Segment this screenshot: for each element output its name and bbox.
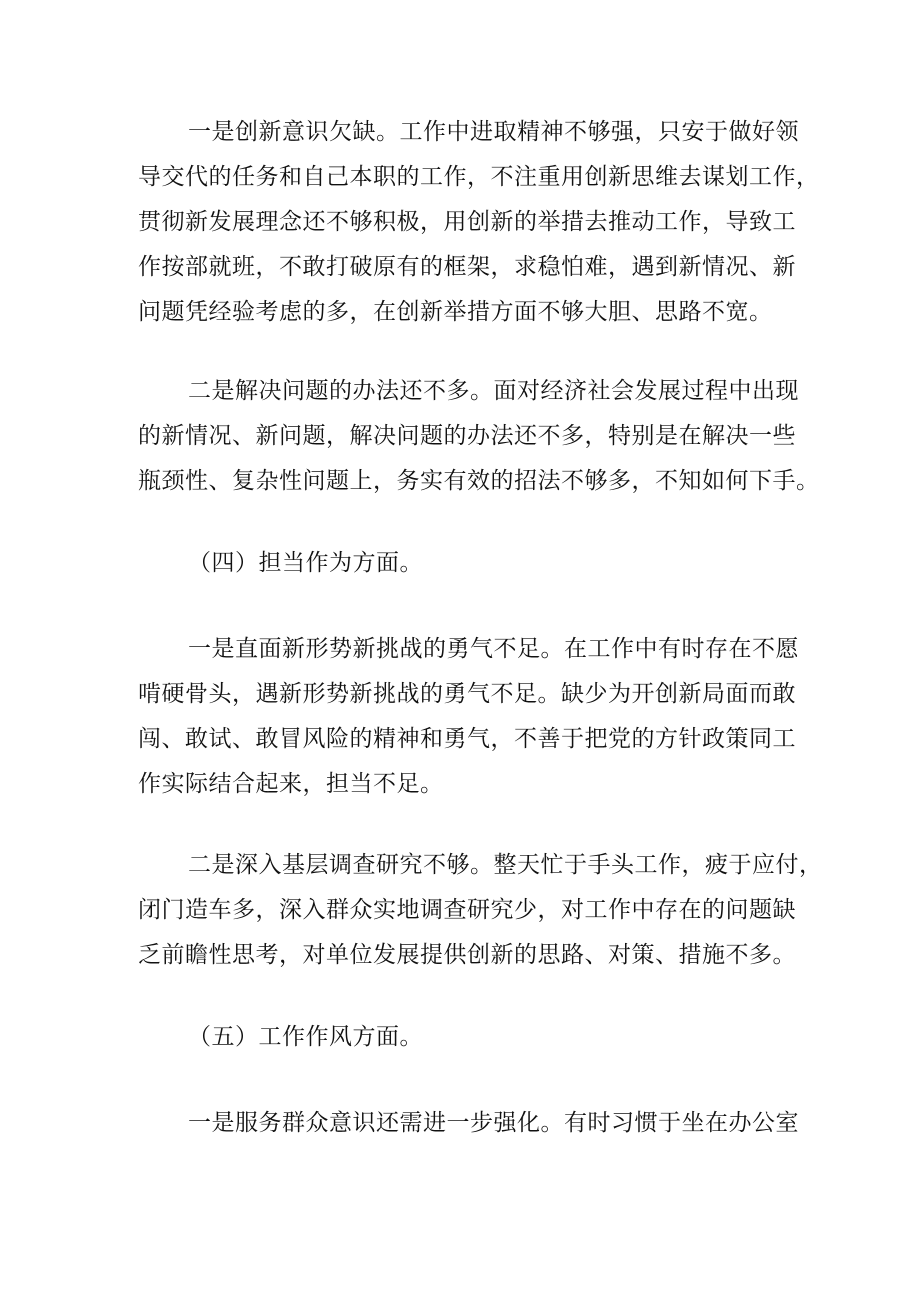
paragraph-line: 闯、敢试、敢冒风险的精神和勇气，不善于把党的方针政策同工 [138, 726, 796, 752]
paragraph-line: 贯彻新发展理念还不够积极，用创新的举措去推动工作，导致工 [138, 209, 796, 235]
paragraph-line: 一是服务群众意识还需进一步强化。有时习惯于坐在办公室 [188, 1110, 799, 1136]
paragraph-line: 导交代的任务和自己本职的工作，不注重用创新思维去谋划工作， [138, 164, 820, 190]
paragraph-line: 闭门造车多，深入群众实地调查研究少，对工作中存在的问题缺 [138, 897, 796, 923]
paragraph-line: 作实际结合起来，担当不足。 [138, 771, 444, 797]
paragraph-line: 乏前瞻性思考，对单位发展提供创新的思路、对策、措施不多。 [138, 942, 796, 968]
section-heading-work-style: （五）工作作风方面。 [188, 1024, 423, 1050]
paragraph-line: 二是深入基层调查研究不够。整天忙于手头工作，疲于应付， [188, 852, 823, 878]
paragraph-line: 的新情况、新问题，解决问题的办法还不多，特别是在解决一些 [138, 423, 796, 449]
paragraph-line: 作按部就班，不敢打破原有的框架，求稳怕难，遇到新情况、新 [138, 254, 796, 280]
paragraph-line: 瓶颈性、复杂性问题上，务实有效的招法不够多，不知如何下手。 [138, 468, 820, 494]
paragraph-line: 一是直面新形势新挑战的勇气不足。在工作中有时存在不愿 [188, 636, 799, 662]
paragraph-line: 二是解决问题的办法还不多。面对经济社会发展过程中出现 [188, 378, 799, 404]
section-heading-responsibility: （四）担当作为方面。 [188, 550, 423, 576]
paragraph-line: 一是创新意识欠缺。工作中进取精神不够强，只安于做好领 [188, 119, 799, 145]
paragraph-line: 问题凭经验考虑的多，在创新举措方面不够大胆、思路不宽。 [138, 299, 773, 325]
paragraph-line: 啃硬骨头，遇新形势新挑战的勇气不足。缺少为开创新局面而敢 [138, 681, 796, 707]
